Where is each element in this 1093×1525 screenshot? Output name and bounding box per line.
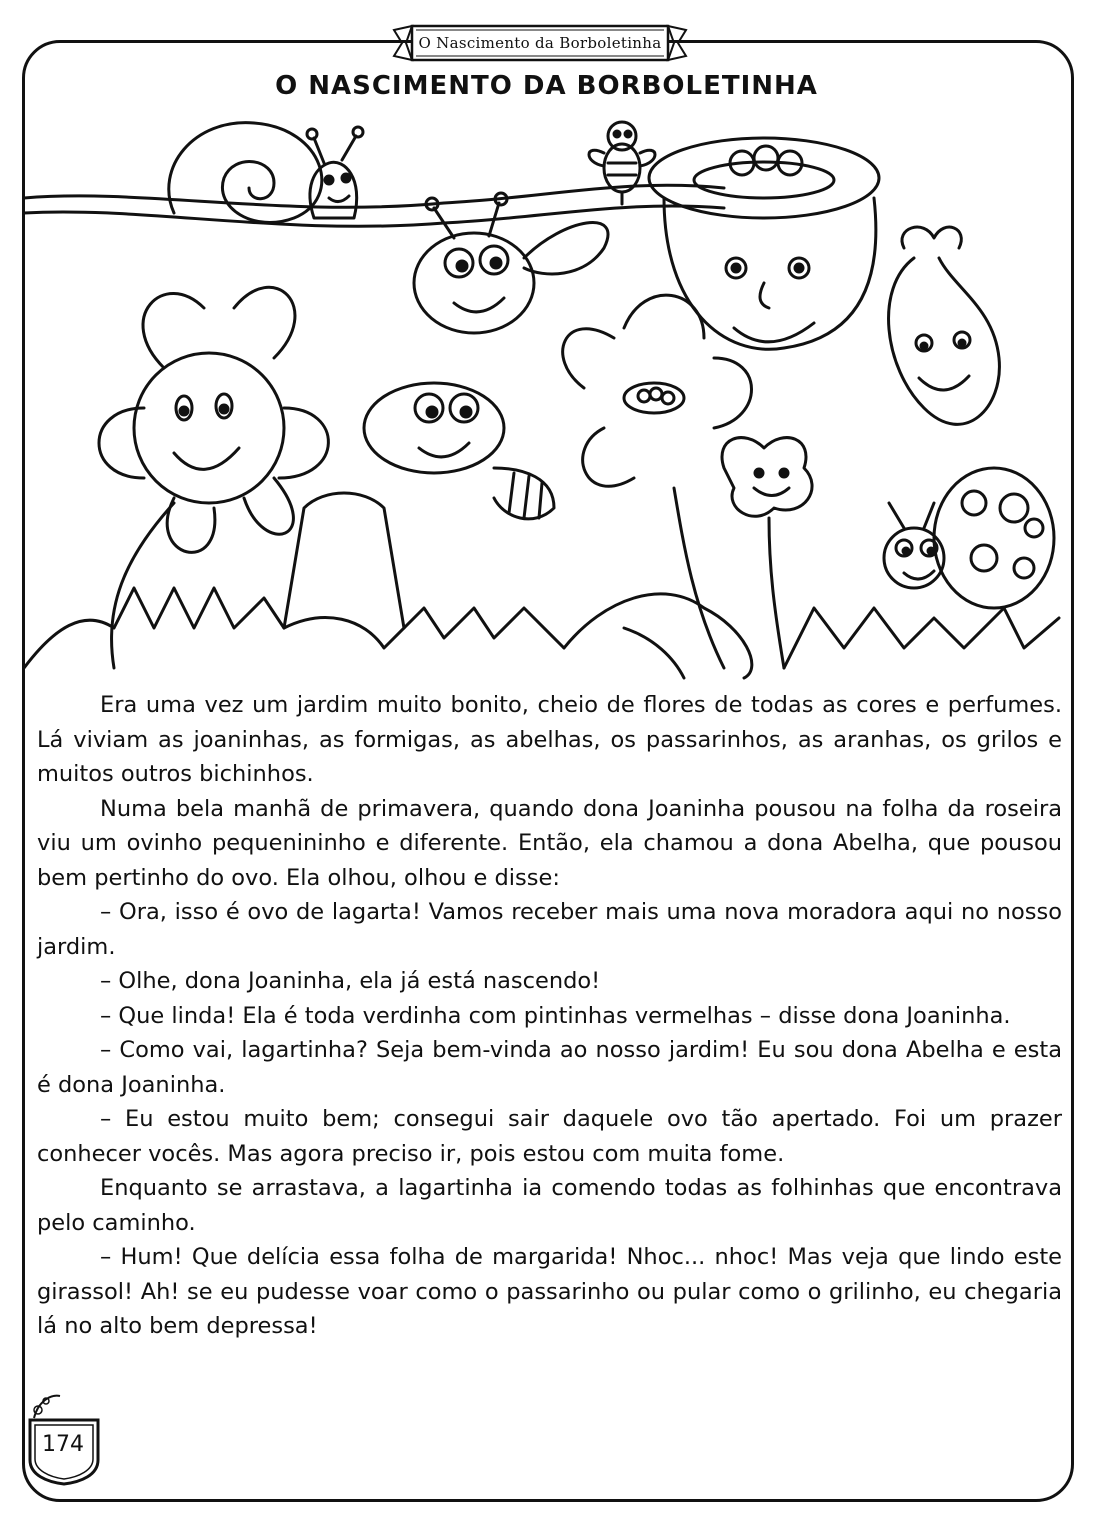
story-paragraph: Enquanto se arrastava, a lagartinha ia comendo todas as folhinhas que encontrava pelo caminho. [37, 1175, 1062, 1236]
mushroom-icon [649, 138, 879, 349]
ladybug-icon [884, 468, 1054, 608]
bee-icon [414, 193, 608, 333]
center-flower-icon [563, 295, 752, 668]
flower-icon [99, 287, 328, 668]
story-paragraph: Numa bela manhã de primavera, quando dona Joaninha pousou na folha da roseira viu um ovinho pequenininho e diferente. Então, ela chamou a dona Abelha, que pousou bem pertinho do ovo. Ela olhou, olhou e disse: [37, 795, 1062, 891]
story-paragraph: – Hum! Que delícia essa folha de margarida! Nhoc... nhoc! Mas veja que lindo este girassol! Ah! se eu pudesse voar como o passarinho ou pular como o grilinho, eu chegaria lá no alto bem depressa! [37, 1244, 1062, 1339]
story-paragraph: – Como vai, lagartinha? Seja bem-vinda ao nosso jardim! Eu sou dona Abelha e esta é dona Joaninha. [37, 1037, 1062, 1098]
story-text [37, 688, 1062, 1344]
page-number: 174 [42, 1432, 84, 1457]
pear-icon [889, 227, 1000, 424]
story-paragraph: – Eu estou muito bem; consegui sair daquele ovo tão apertado. Foi um prazer conhecer vocês. Mas agora preciso ir, pois estou com muita fome. [37, 1106, 1062, 1167]
caterpillar-icon [364, 383, 554, 519]
page-title: O NASCIMENTO DA BORBOLETINHA [275, 71, 818, 101]
banner-text: O Nascimento da Borboletinha [418, 34, 662, 52]
story-paragraph: – Ora, isso é ovo de lagarta! Vamos receber mais uma nova moradora aqui no nosso jardim. [37, 899, 1062, 960]
title-banner [390, 18, 690, 68]
small-bee-icon [589, 122, 655, 204]
story-paragraph: – Que linda! Ela é toda verdinha com pintinhas vermelhas – disse dona Joaninha. [100, 1002, 1011, 1029]
garden-illustration [24, 108, 1064, 680]
story-paragraph: – Olhe, dona Joaninha, ela já está nascendo! [100, 968, 601, 994]
page-number-badge [26, 1390, 104, 1486]
story-paragraph: Era uma vez um jardim muito bonito, cheio de flores de todas as cores e perfumes. Lá viviam as joaninhas, as formigas, as abelhas, os passarinhos, as aranhas, os grilos e muitos outros bichinhos. [37, 692, 1062, 787]
